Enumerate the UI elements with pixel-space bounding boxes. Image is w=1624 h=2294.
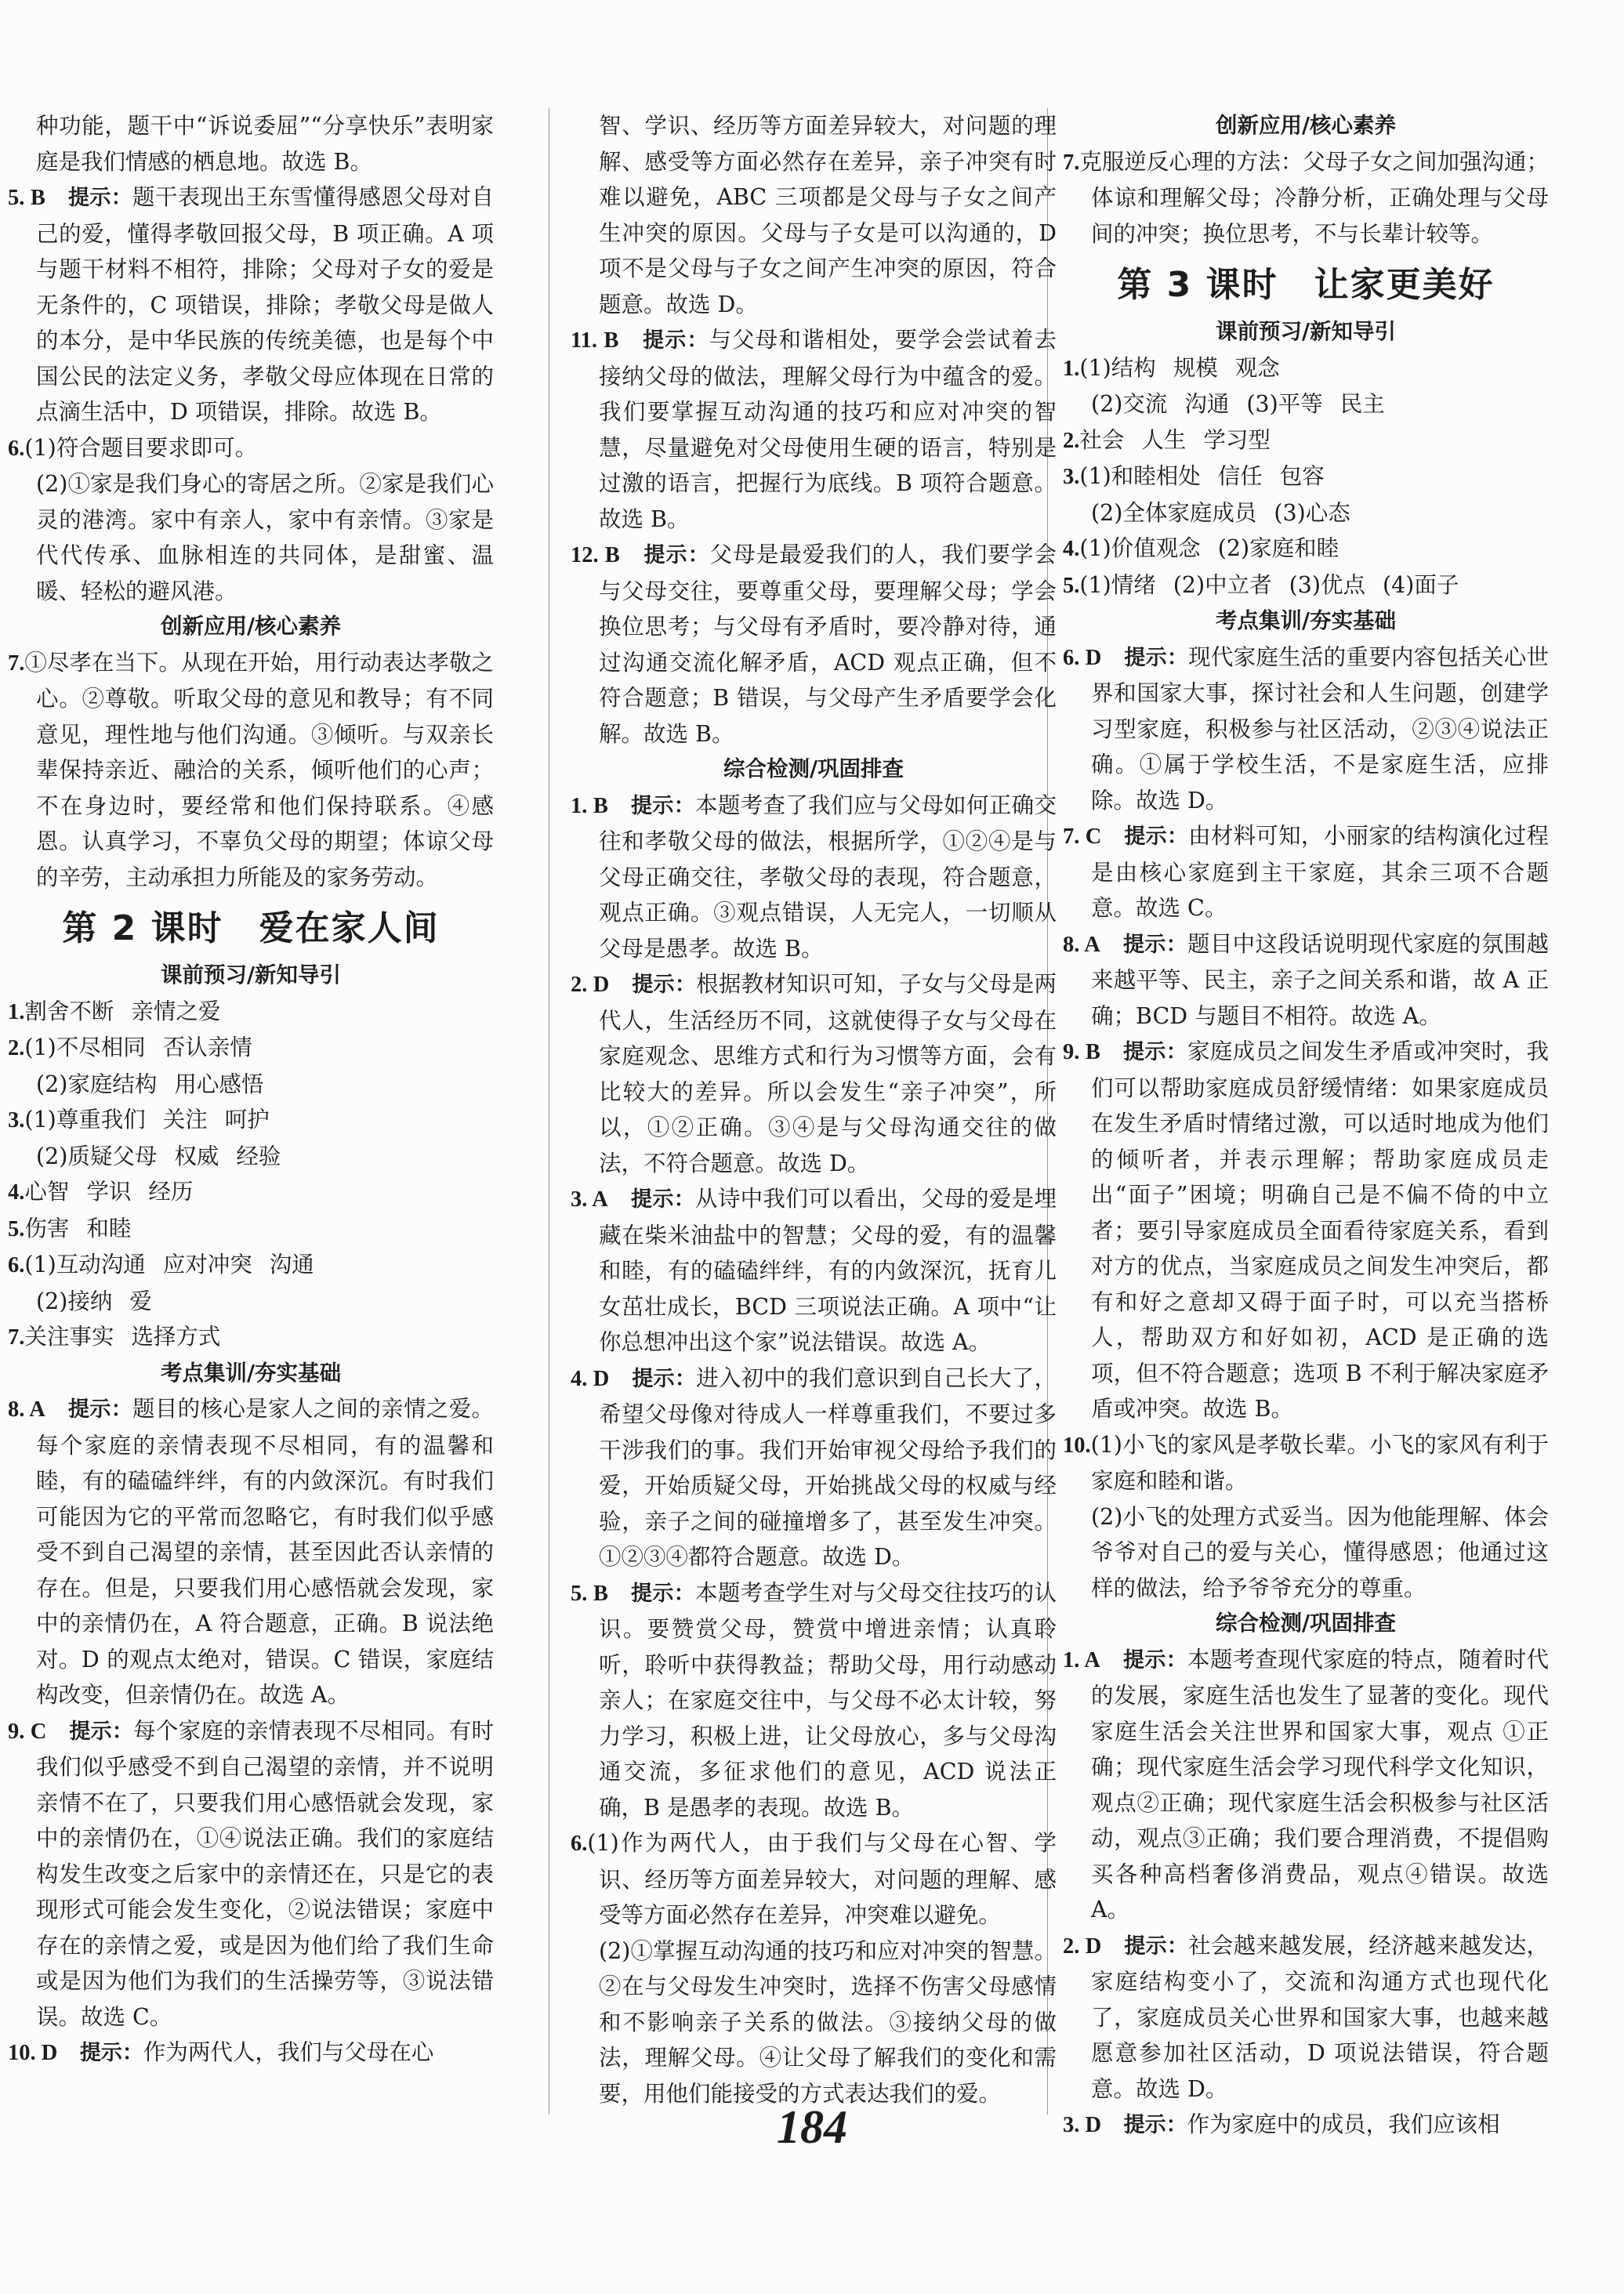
section-heading: 创新应用/核心素养 — [1215, 113, 1397, 138]
answer-11: 11. B 提示：与父母和谐相处，要学会尝试着去接纳父母的做法，理解父母行为中蕴含的爱。我们要掌握互动沟通的技巧和应对冲突的智慧，尽量避免对父母使用生硬的语言，特别是过激的语言，把握行为底线。B 项符合题意。故选 B。 — [571, 327, 1057, 532]
check-1: 1. A 提示：本题考查现代家庭的特点，随着时代的发展，家庭生活也发生了显著的变化。现代家庭生活会关注世界和国家大事，观点 ①正确；现代家庭生活会学习现代科学文化知识，观点②正确；现代家庭生活会积极参与社区活动，观点③正确；我们要合理消费，不提倡购买各种高档奢侈消费品，观点④错误。故选 A。 — [1063, 1646, 1549, 1923]
answer-6: 6. D 提示：现代家庭生活的重要内容包括关心世界和国家大事，探讨社会和人生问题，创建学习型家庭，积极参与社区活动，②③④说法正确。①属于学校生活，不是家庭生活，应排除。故选 D。 — [1063, 643, 1549, 814]
answer-10-part2: (2)小飞的处理方式妥当。因为他能理解、体会爷爷对自己的爱与关心，懂得感恩；他通过这样的做法，给予爷爷充分的尊重。 — [1091, 1503, 1549, 1601]
answer-10: 10. D 提示：作为两代人，我们与父母在心 — [8, 2039, 434, 2065]
preview-2: 2.社会 人生 学习型 — [1063, 426, 1271, 453]
preview-3-line2: (2)质疑父母 权威 经验 — [36, 1143, 281, 1169]
preview-7: 7.关注事实 选择方式 — [8, 1324, 221, 1350]
section-heading: 考点集训/夯实基础 — [160, 1360, 342, 1386]
preview-3: 3.(1)和睦相处 信任 包容 — [1063, 463, 1325, 489]
preview-2-line2: (2)家庭结构 用心感悟 — [36, 1071, 264, 1097]
preview-4: 4.心智 学识 经历 — [8, 1179, 194, 1205]
answer-8: 8. A 提示：题目中这段话说明现代家庭的氛围越来越平等、民主，亲子之间关系和谐，故 A 正确；BCD 与题目不相符。故选 A。 — [1063, 930, 1549, 1029]
answer-5: 5. B 提示：题干表现出王东雪懂得感恩父母对自己的爱，懂得孝敬回报父母，B 项正确。A 项与题干材料不相符，排除；父母对子女的爱是无条件的，C 项错误，排除；孝敬父母是做人的本分，是中华民族的传统美德，也是每个中国公民的法定义务，孝敬父母应体现在日常的点滴生活中，D 项错误，排除。故选 B。 — [8, 184, 494, 425]
answer-fragment: 智、学识、经历等方面差异较大，对问题的理解、感受等方面必然存在差异，亲子冲突有时难以避免，ABC 三项都是父母与子女之间产生冲突的原因。父母与子女是可以沟通的，D 项不是父母与子女之间产生冲突的原因，符合题意。故选 D。 — [599, 113, 1057, 317]
section-heading: 创新应用/核心素养 — [160, 614, 342, 639]
preview-5: 5.伤害 和睦 — [8, 1215, 132, 1241]
preview-6: 6.(1)互动沟通 应对冲突 沟通 — [8, 1252, 314, 1277]
check-3: 3. D 提示：作为家庭中的成员，我们应该相 — [1063, 2111, 1500, 2137]
preview-1: 1.割舍不断 亲情之爱 — [8, 998, 221, 1024]
check-4: 4. D 提示：进入初中的我们意识到自己长大了，希望父母像对待成人一样尊重我们，不要过多干涉我们的事。我们开始审视父母给予我们的爱，开始质疑父母，开始挑战父母的权威与经验，亲子之间的碰撞增多了，甚至发生冲突。①②③④都符合题意。故选 D。 — [571, 1364, 1057, 1570]
section-heading: 考点集训/夯实基础 — [1215, 608, 1397, 633]
answer-6-part2: (2)①家是我们身心的寄居之所。②家是我们心灵的港湾。家中有亲人，家中有亲情。③家是代代传承、血脉相连的共同体，是甜蜜、温暖、轻松的避风港。 — [36, 471, 494, 604]
answer-10: 10.(1)小飞的家风是孝敬长辈。小飞的家风有利于家庭和睦和谐。 — [1063, 1431, 1549, 1494]
page-number: 184 — [777, 2101, 847, 2153]
section-heading: 综合检测/巩固排查 — [723, 756, 904, 781]
preview-2: 2.(1)不尽相同 否认亲情 — [8, 1035, 252, 1060]
preview-3: 3.(1)尊重我们 关注 呵护 — [8, 1107, 270, 1133]
column-middle — [571, 108, 1057, 2111]
check-2: 2. D 提示：根据教材知识可知，子女与父母是两代人，生活经历不同，这就使得子女与父母在家庭观念、思维方式和行为习惯等方面，会有比较大的差异。所以会发生“亲子冲突”，所以，①②正确。③④是与父母沟通交往的做法，不符合题意。故选 D。 — [571, 971, 1057, 1176]
section-heading: 综合检测/巩固排查 — [1215, 1611, 1397, 1636]
column-left — [8, 108, 494, 2071]
answer-7: 7.①尽孝在当下。从现在开始，用行动表达孝敬之心。②尊敬。听取父母的意见和教导；有不同意见，理性地与他们沟通。③倾听。与双亲长辈保持亲近、融洽的关系，倾听他们的心声；不在身边时，要经常和他们保持联系。④感恩。认真学习，不辜负父母的期望；体谅父母的辛劳，主动承担力所能及的家务劳动。 — [8, 649, 494, 890]
preview-6-line2: (2)接纳 爱 — [36, 1288, 152, 1314]
answer-12: 12. B 提示：父母是最爱我们的人，我们要学会与父母交往，要尊重父母，要理解父母；学会换位思考；与父母有矛盾时，要冷静对待，通过沟通交流化解矛盾，ACD 观点正确，但不符合题意；B 错误，与父母产生矛盾要学会化解。故选 B。 — [571, 542, 1057, 747]
preview-5: 5.(1)情绪 (2)中立者 (3)优点 (4)面子 — [1063, 571, 1459, 598]
answer-9: 9. C 提示：每个家庭的亲情表现不尽相同。有时我们似乎感受不到自己渴望的亲情，并不说明亲情不在了，只要我们用心感悟就会发现，家中的亲情仍在，①④说法正确。我们的家庭结构发生改变之后家中的亲情还在，只是它的表现形式可能会发生变化，②说法错误；家庭中存在的亲情之爱，或是因为他们给了我们生命或是因为他们为我们的生活操劳等，③说法错误。故选 C。 — [8, 1717, 494, 2030]
answer-9: 9. B 提示：家庭成员之间发生矛盾或冲突时，我们可以帮助家庭成员舒缓情绪：如果家庭成员在发生矛盾时情绪过激，可以适时地成为他们的倾听者，并表示理解；帮助家庭成员走出“面子”困境；明确自己是不偏不倚的中立者；要引导家庭成员全面看待家庭关系，看到对方的优点，当家庭成员之间发生冲突后，都有和好之意却又碍于面子时，可以充当搭桥人，帮助双方和好如初，ACD 是正确的选项，但不符合题意；选项 B 不利于解决家庭矛盾或冲突。故选 B。 — [1063, 1038, 1549, 1422]
answer-7b: 7. C 提示：由材料可知，小丽家的结构演化过程是由核心家庭到主干家庭，其余三项不合题意。故选 C。 — [1063, 823, 1549, 921]
answer-fragment: 种功能，题干中“诉说委屈”“分享快乐”表明家庭是我们情感的栖息地。故选 B。 — [36, 113, 494, 175]
preview-1-line2: (2)交流 沟通 (3)平等 民主 — [1091, 391, 1385, 417]
section-heading: 课前预习/新知导引 — [160, 962, 342, 988]
check-1: 1. B 提示：本题考查了我们应与父母如何正确交往和孝敬父母的做法，根据所学，①②④是与父母正确交往，孝敬父母的表现，符合题意，观点正确。③观点错误，人无完人，一切顺从父母是愚孝。故选 B。 — [571, 792, 1057, 962]
check-2: 2. D 提示：社会越来越发展，经济越来越发达，家庭结构变小了，交流和沟通方式也现代化了，家庭成员关心世界和国家大事，也越来越愿意参加社区活动，D 项说法错误，符合题意。故选 D。 — [1063, 1932, 1549, 2102]
check-3: 3. A 提示：从诗中我们可以看出，父母的爱是埋藏在柴米油盐中的智慧；父母的爱，有的温馨和睦，有的磕磕绊绊，有的内敛深沉，抚育儿女茁壮成长，BCD 三项说法正确。A 项中“让你总想冲出这个家”说法错误。故选 A。 — [571, 1186, 1057, 1355]
answer-6: 6.(1)符合题目要求即可。 — [8, 434, 258, 461]
check-6: 6.(1)作为两代人，由于我们与父母在心智、学识、经历等方面差异较大，对问题的理解、感受等方面必然存在差异，冲突难以避免。 — [571, 1830, 1057, 1928]
preview-4: 4.(1)价值观念 (2)家庭和睦 — [1063, 535, 1339, 561]
lesson-title: 第 3 课时 让家更美好 — [1117, 265, 1495, 305]
section-heading: 课前预习/新知导引 — [1215, 319, 1397, 344]
lesson-title: 第 2 课时 爱在家人间 — [62, 908, 440, 948]
column-right — [1063, 108, 1549, 2144]
answer-8: 8. A 提示：题目的核心是家人之间的亲情之爱。每个家庭的亲情表现不尽相同，有的温馨和睦，有的磕磕绊绊，有的内敛深沉。有时我们可能因为它的平常而忽略它，有时我们似乎感受不到自己渴望的亲情，甚至因此否认亲情的存在。但是，只要我们用心感悟就会发现，家中的亲情仍在，A 符合题意，正确。B 说法绝对。D 的观点太绝对，错误。C 错误，家庭结构改变，但亲情仍在。故选 A。 — [8, 1396, 494, 1708]
check-5: 5. B 提示：本题考查学生对与父母交往技巧的认识。要赞赏父母，赞赏中增进亲情；认真聆听，聆听中获得教益；帮助父母，用行动感动亲人；在家庭交往中，与父母不必太计较，努力学习，积极上进，让父母放心，多与父母沟通交流，多征求他们的意见，ACD 说法正确，B 是愚孝的表现。故选 B。 — [571, 1579, 1057, 1821]
preview-1: 1.(1)结构 规模 观念 — [1063, 354, 1280, 381]
answer-7: 7.克服逆反心理的方法：父母子女之间加强沟通；体谅和理解父母；冷静分析，正确处理与父母间的冲突；换位思考，不与长辈计较等。 — [1063, 148, 1549, 247]
preview-3-line2: (2)全体家庭成员 (3)心态 — [1091, 499, 1350, 526]
check-6-part2: (2)①掌握互动沟通的技巧和应对冲突的智慧。②在与父母发生冲突时，选择不伤害父母感情和不影响亲子关系的做法。③接纳父母的做法，理解父母。④让父母了解我们的变化和需要，用他们能接受的方式表达我们的爱。 — [599, 1937, 1057, 2107]
